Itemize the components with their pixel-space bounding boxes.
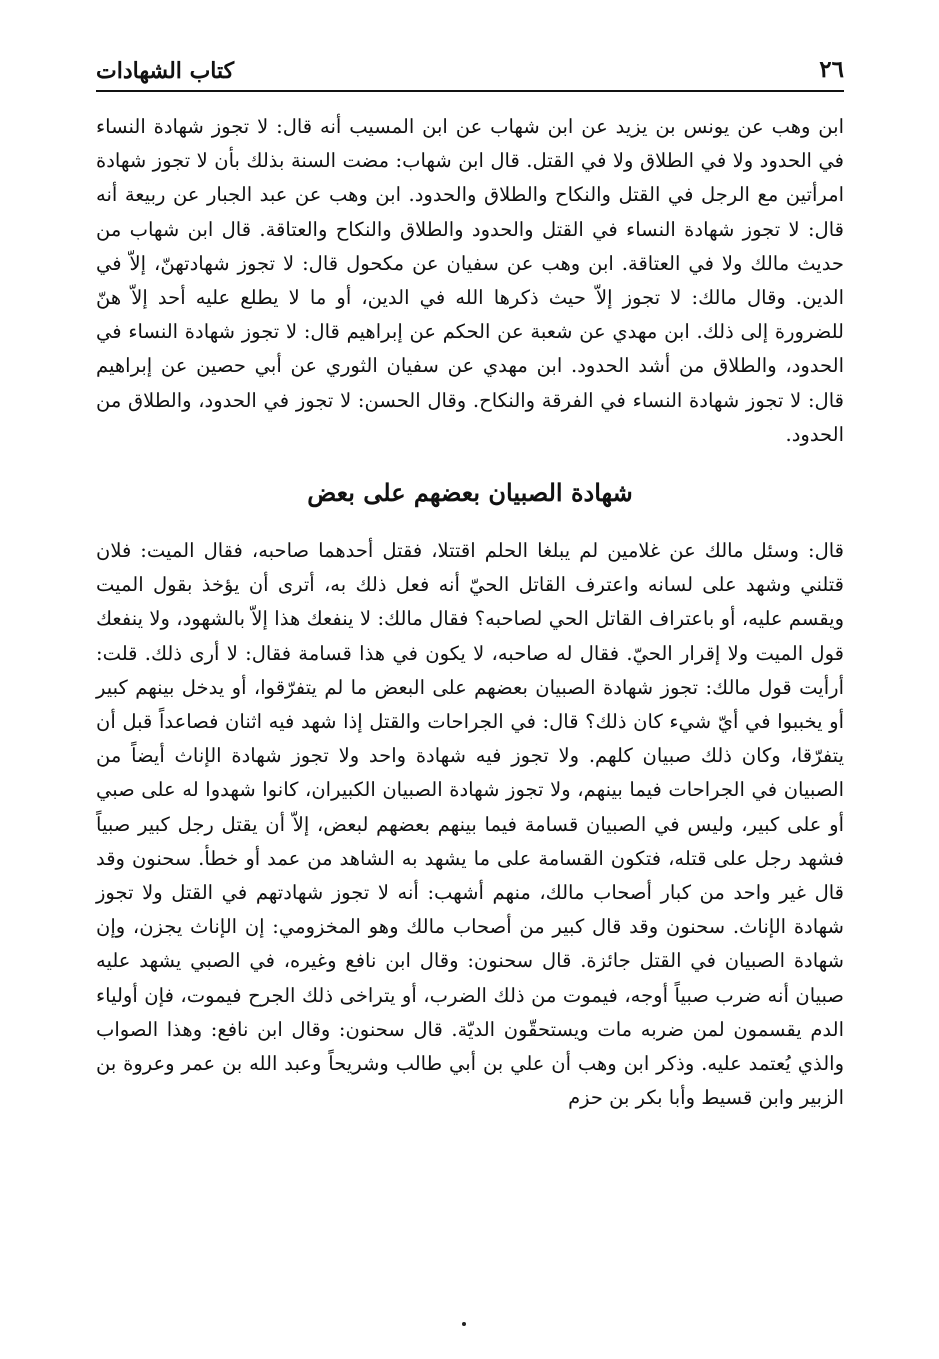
page-number: ٢٦ [819, 56, 844, 83]
page-body [96, 110, 844, 1115]
running-title: كتاب الشهادات [96, 58, 235, 84]
paragraph-testimony-women: ابن وهب عن يونس بن يزيد عن ابن شهاب عن ابن المسيب أنه قال: لا تجوز شهادة النساء في الحدود ولا في الطلاق ولا في القتل. قال ابن شهاب: مضت السنة بذلك بأن لا تجوز شهادة امرأتين مع الرجل في القتل والنكاح والطلاق والحدود. ابن وهب عن عبد الجبار عن ربيعة أنه قال: لا تجوز شهادة النساء في القتل والحدود والطلاق والنكاح والعتاقة. قال ابن شهاب من حديث مالك ولا في العتاقة. ابن وهب عن سفيان عن مكحول قال: لا تجوز شهادتهنّ، إلاّ في الدين. وقال مالك: لا تجوز إلاّ حيث ذكرها الله في الدين، أو ما لا يطلع عليه أحد إلاّ هنّ للضرورة إلى ذلك. ابن مهدي عن شعبة عن الحكم عن إبراهيم قال: لا تجوز شهادة النساء في الحدود، والطلاق من أشد الحدود. ابن مهدي عن سفيان الثوري عن أبي حصين عن إبراهيم قال: لا تجوز شهادة النساء في الفرقة والنكاح. وقال الحسن: لا تجوز في الحدود، والطلاق من الحدود. [96, 115, 844, 446]
section-title: شهادة الصبيان بعضهم على بعض [307, 478, 633, 508]
paragraph-testimony-children: قال: وسئل مالك عن غلامين لم يبلغا الحلم اقتتلا، فقتل أحدهما صاحبه، فقال الميت: فلان قتلني وشهد على لسانه واعترف القاتل الحيّ أنه فعل ذلك به، أترى أن يؤخذ بقول الميت ويقسم عليه، أو باعتراف القاتل الحي لصاحبه؟ فقال مالك: لا ينفعك هذا إلاّ بالشهود، ولا ينفعك قول الميت ولا إقرار الحيّ. فقال له صاحبه، لا يكون في هذا قسامة فقال: لا أرى ذلك. قلت: أرأيت قول مالك: تجوز شهادة الصبيان بعضهم على البعض ما لم يتفرّقوا، أو يدخل بينهم كبير أو يخببوا في أيّ شيء كان ذلك؟ قال: في الجراحات والقتل إذا شهد فيه اثنان فصاعداً قبل أن يتفرّقا، وكان ذلك صبيان كلهم. ولا تجوز فيه شهادة واحد ولا تجوز شهادة الإناث أيضاً من الصبيان في الجراحات فيما بينهم، ولا تجوز شهادة الصبيان الكبيران، كانوا شهدوا له على صبي أو على كبير، وليس في الصبيان قسامة فيما بينهم بعضهم لبعض، إلاّ أن يقتل رجل كبير صبياً فشهد رجل على قتله، فتكون القسامة على ما يشهد به الشاهد من عمد أو خطأ. سحنون وقد قال غير واحد من كبار أصحاب مالك، منهم أشهب: أنه لا تجوز شهادتهم في القتل ولا تجوز شهادة الإناث. سحنون وقد قال كبير من أصحاب مالك وهو المخزومي: إن الإناث يجزن، وإن شهادة الصبيان في القتل جائزة. قال سحنون: وقال ابن نافع وغيره، في الصبي يشهد عليه صبيان أنه ضرب صبياً أوجه، فيموت من ذلك الضرب، أو يتراخى ذلك الجرح فيموت، فإن أولياء الدم يقسمون لمن ضربه مات ويستحقّون الديّة. قال سحنون: وقال ابن نافع: وهذا الصواب والذي يُعتمد عليه. وذكر ابن وهب أن علي بن أبي طالب وشريحاً وعبد الله بن عمر وعروة بن الزبير وابن قسيط وأبا بكر بن حزم [96, 539, 844, 1110]
print-speck [462, 1322, 466, 1326]
page-header [96, 52, 844, 92]
header-divider [96, 90, 844, 92]
